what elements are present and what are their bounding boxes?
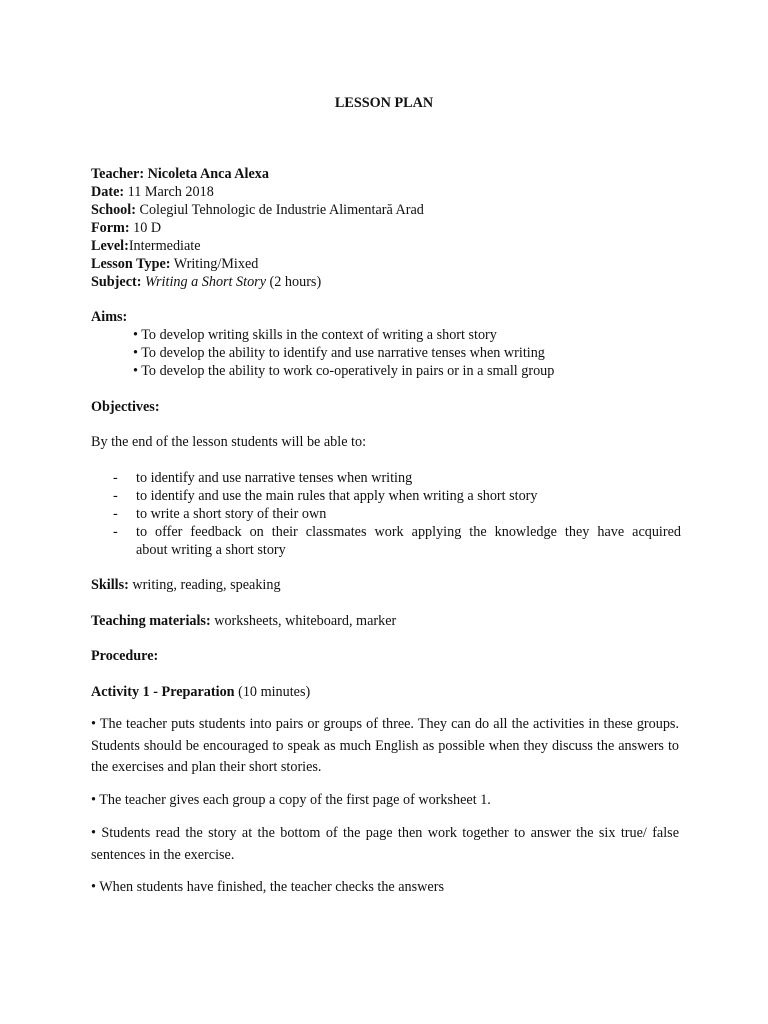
aim-item: • To develop writing skills in the context of writing a short story — [133, 327, 497, 343]
aims-heading-text: Aims: — [91, 309, 128, 325]
skills-value: writing, reading, speaking — [132, 577, 281, 593]
materials-value: worksheets, whiteboard, marker — [214, 613, 397, 629]
school-label: School: — [91, 202, 136, 218]
school-line — [91, 201, 681, 219]
date-value: 11 March 2018 — [127, 184, 214, 200]
activity1-paragraph: • The teacher puts students into pairs or groups of three. They can do all the activities in these groups. Students should be encouraged to speak as much English as possible when they discuss the answers to the exercises and plan their short stories. — [91, 716, 679, 775]
date-line — [91, 183, 681, 201]
activity1-duration: (10 minutes) — [238, 684, 311, 700]
lesson-info — [91, 165, 681, 291]
activity1-paragraph: • When students have finished, the teacher checks the answers — [91, 879, 444, 895]
dash-bullet: - — [113, 470, 118, 486]
school-value: Colegiul Tehnologic de Industrie Alimentară Arad — [139, 202, 424, 218]
teacher-label: Teacher: — [91, 166, 145, 182]
lesson-type-value: Writing/Mixed — [173, 256, 259, 272]
subject-value: Writing a Short Story — [145, 274, 266, 290]
list-item — [91, 487, 681, 505]
subject-line — [91, 273, 681, 291]
level-line — [91, 237, 681, 255]
procedure-heading — [91, 647, 681, 665]
teacher-line — [91, 165, 681, 183]
lesson-type-label: Lesson Type: — [91, 256, 171, 272]
date-label: Date: — [91, 184, 125, 200]
subject-label: Subject: — [91, 274, 142, 290]
page-title: LESSON PLAN — [334, 95, 434, 111]
activity1-paragraph: • The teacher gives each group a copy of the first page of worksheet 1. — [91, 792, 491, 808]
aims-section — [91, 308, 681, 380]
dash-bullet: - — [113, 488, 118, 504]
materials-line — [91, 612, 681, 630]
materials-label: Teaching materials: — [91, 613, 211, 629]
list-item — [91, 505, 681, 523]
activity1-paragraph: • Students read the story at the bottom of the page then work together to answer the six true/ false sentences in the exercise. — [91, 825, 679, 863]
aim-item: • To develop the ability to identify and use narrative tenses when writing — [133, 345, 545, 361]
teacher-value: Nicoleta Anca Alexa — [147, 166, 269, 182]
list-item-text: to write a short story of their own — [136, 506, 327, 522]
list-item — [91, 523, 681, 541]
objectives-intro: By the end of the lesson students will be able to: — [91, 434, 367, 450]
skills-label: Skills: — [91, 577, 129, 593]
list-item-text: to offer feedback on their classmates work applying the knowledge they have acquired — [136, 524, 681, 540]
lesson-type-line — [91, 255, 681, 273]
dash-bullet: - — [113, 506, 118, 522]
form-value: 10 D — [133, 220, 162, 236]
form-line — [91, 219, 681, 237]
activity1-heading — [91, 683, 681, 701]
objectives-section — [91, 398, 681, 416]
procedure-heading-text: Procedure: — [91, 648, 159, 664]
dash-bullet: - — [113, 524, 118, 540]
objectives-heading — [91, 398, 681, 416]
list-item — [91, 469, 681, 487]
objectives-list — [91, 469, 681, 559]
activity1-label: Activity 1 - Preparation — [91, 684, 235, 700]
subject-suffix: (2 hours) — [269, 274, 322, 290]
aims-heading — [91, 308, 681, 326]
form-label: Form: — [91, 220, 130, 236]
list-item-text: about writing a short story — [136, 542, 286, 558]
list-item-continuation — [91, 541, 681, 559]
list-item-text: to identify and use narrative tenses when writing — [136, 470, 413, 486]
list-item-text: to identify and use the main rules that apply when writing a short story — [136, 488, 538, 504]
level-label: Level: — [91, 238, 129, 254]
level-value: Intermediate — [128, 238, 201, 254]
objectives-heading-text: Objectives: — [91, 399, 160, 415]
skills-line — [91, 576, 681, 594]
aim-item: • To develop the ability to work co-operatively in pairs or in a small group — [133, 363, 555, 379]
